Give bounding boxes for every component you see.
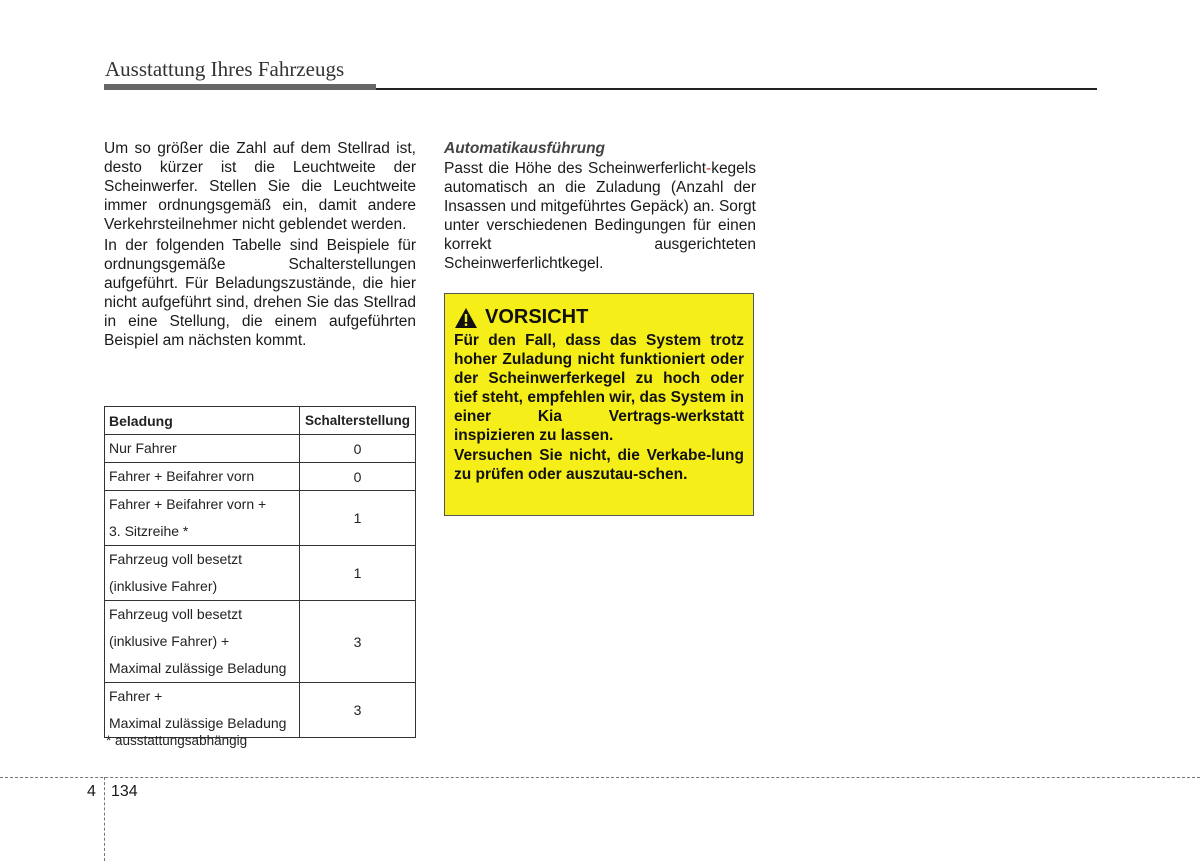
table-cell-load xyxy=(105,463,300,491)
table-cell-load xyxy=(105,546,300,601)
table-cell-line: Maximal zulässige Beladung xyxy=(109,660,287,676)
body-paragraph-2: In der folgenden Tabelle sind Beispiele für ordnungsgemäße Schalterstellungen aufgeführt. Für Beladungszustände, die hier nicht aufgeführt sind, drehen Sie das Stellrad in eine Stellung, die einem aufgeführten Beispiel am nächsten kommt. xyxy=(104,237,416,349)
left-column xyxy=(104,139,416,352)
page-header-title: Ausstattung Ihres Fahrzeugs xyxy=(105,57,345,81)
header-rule-accent xyxy=(104,84,376,90)
section-subheading: Automatikausführung xyxy=(444,140,606,157)
table-row xyxy=(105,435,416,463)
right-column xyxy=(444,139,756,273)
table-cell-load xyxy=(105,435,300,463)
table-cell-value: 3 xyxy=(300,683,416,738)
table-row xyxy=(105,546,416,601)
switch-position-table xyxy=(104,406,416,738)
table-cell-load xyxy=(105,601,300,683)
table-cell-value: 0 xyxy=(300,463,416,491)
caution-paragraph-2: Versuchen Sie nicht, die Verkabe-lung zu prüfen oder auszutau-schen. xyxy=(454,447,744,483)
table-cell-value: 0 xyxy=(300,435,416,463)
paragraph-text-start: Passt die Höhe des Scheinwerferlicht xyxy=(444,160,707,177)
caution-paragraph-1: Für den Fall, dass das System trotz hoher Zuladung nicht funktioniert oder der Scheinwerferkegel zu hoch oder tief steht, empfehlen wir, das System in einer Kia Vertrags-werkstatt inspizieren zu lassen. xyxy=(454,332,744,444)
table-cell-line: Fahrzeug voll besetzt xyxy=(109,551,243,567)
paragraph-text-rest: kegels automatisch an die Zuladung (Anzahl der Insassen und mitgeführtes Gepäck) an. Sorgt unter verschiedenen Bedingungen für einen korrekt ausgerichteten Scheinwerferlichtkegel. xyxy=(444,160,756,272)
page-number: 134 xyxy=(111,783,138,800)
chapter-number: 4 xyxy=(87,783,96,800)
table-cell-load xyxy=(105,683,300,738)
body-paragraph-1: Um so größer die Zahl auf dem Stellrad ist, desto kürzer ist die Leuchtweite der Scheinwerfer. Stellen Sie die Leuchtweite immer ordnungsgemäß ein, damit andere Verkehrsteilnehmer nicht geblendet werden. xyxy=(104,140,416,233)
table-cell-line: Fahrer + Beifahrer vorn + xyxy=(109,496,267,512)
table-row xyxy=(105,601,416,683)
table-cell-line: (inklusive Fahrer) xyxy=(109,578,218,594)
body-paragraph-automatic xyxy=(444,159,756,273)
table-row xyxy=(105,463,416,491)
footer-divider xyxy=(0,777,1200,778)
table-cell-line: 3. Sitzreihe * xyxy=(109,523,189,539)
caution-header xyxy=(454,306,744,329)
table-row xyxy=(105,683,416,738)
table-cell-load xyxy=(105,491,300,546)
table-cell-value: 1 xyxy=(300,491,416,546)
warning-triangle-icon xyxy=(454,307,478,329)
table-cell-line: Maximal zulässige Beladung xyxy=(109,715,287,731)
caution-title: VORSICHT xyxy=(485,306,589,328)
footer-margin-line xyxy=(104,777,105,861)
table-header-switch: Schalterstellung xyxy=(300,407,416,435)
table-cell-line: Nur Fahrer xyxy=(109,440,177,456)
table-cell-line: Fahrer + xyxy=(109,688,163,704)
table-footnote: * ausstattungsabhängig xyxy=(106,733,248,748)
table-cell-value: 3 xyxy=(300,601,416,683)
hyphen-mark: - xyxy=(706,160,712,177)
table-header-row xyxy=(105,407,416,435)
table-header-load: Beladung xyxy=(105,407,300,435)
table-row xyxy=(105,491,416,546)
table-cell-line: (inklusive Fahrer) + xyxy=(109,633,230,649)
caution-box xyxy=(444,293,754,516)
table-cell-value: 1 xyxy=(300,546,416,601)
table-cell-line: Fahrer + Beifahrer vorn xyxy=(109,468,255,484)
table-cell-line: Fahrzeug voll besetzt xyxy=(109,606,243,622)
